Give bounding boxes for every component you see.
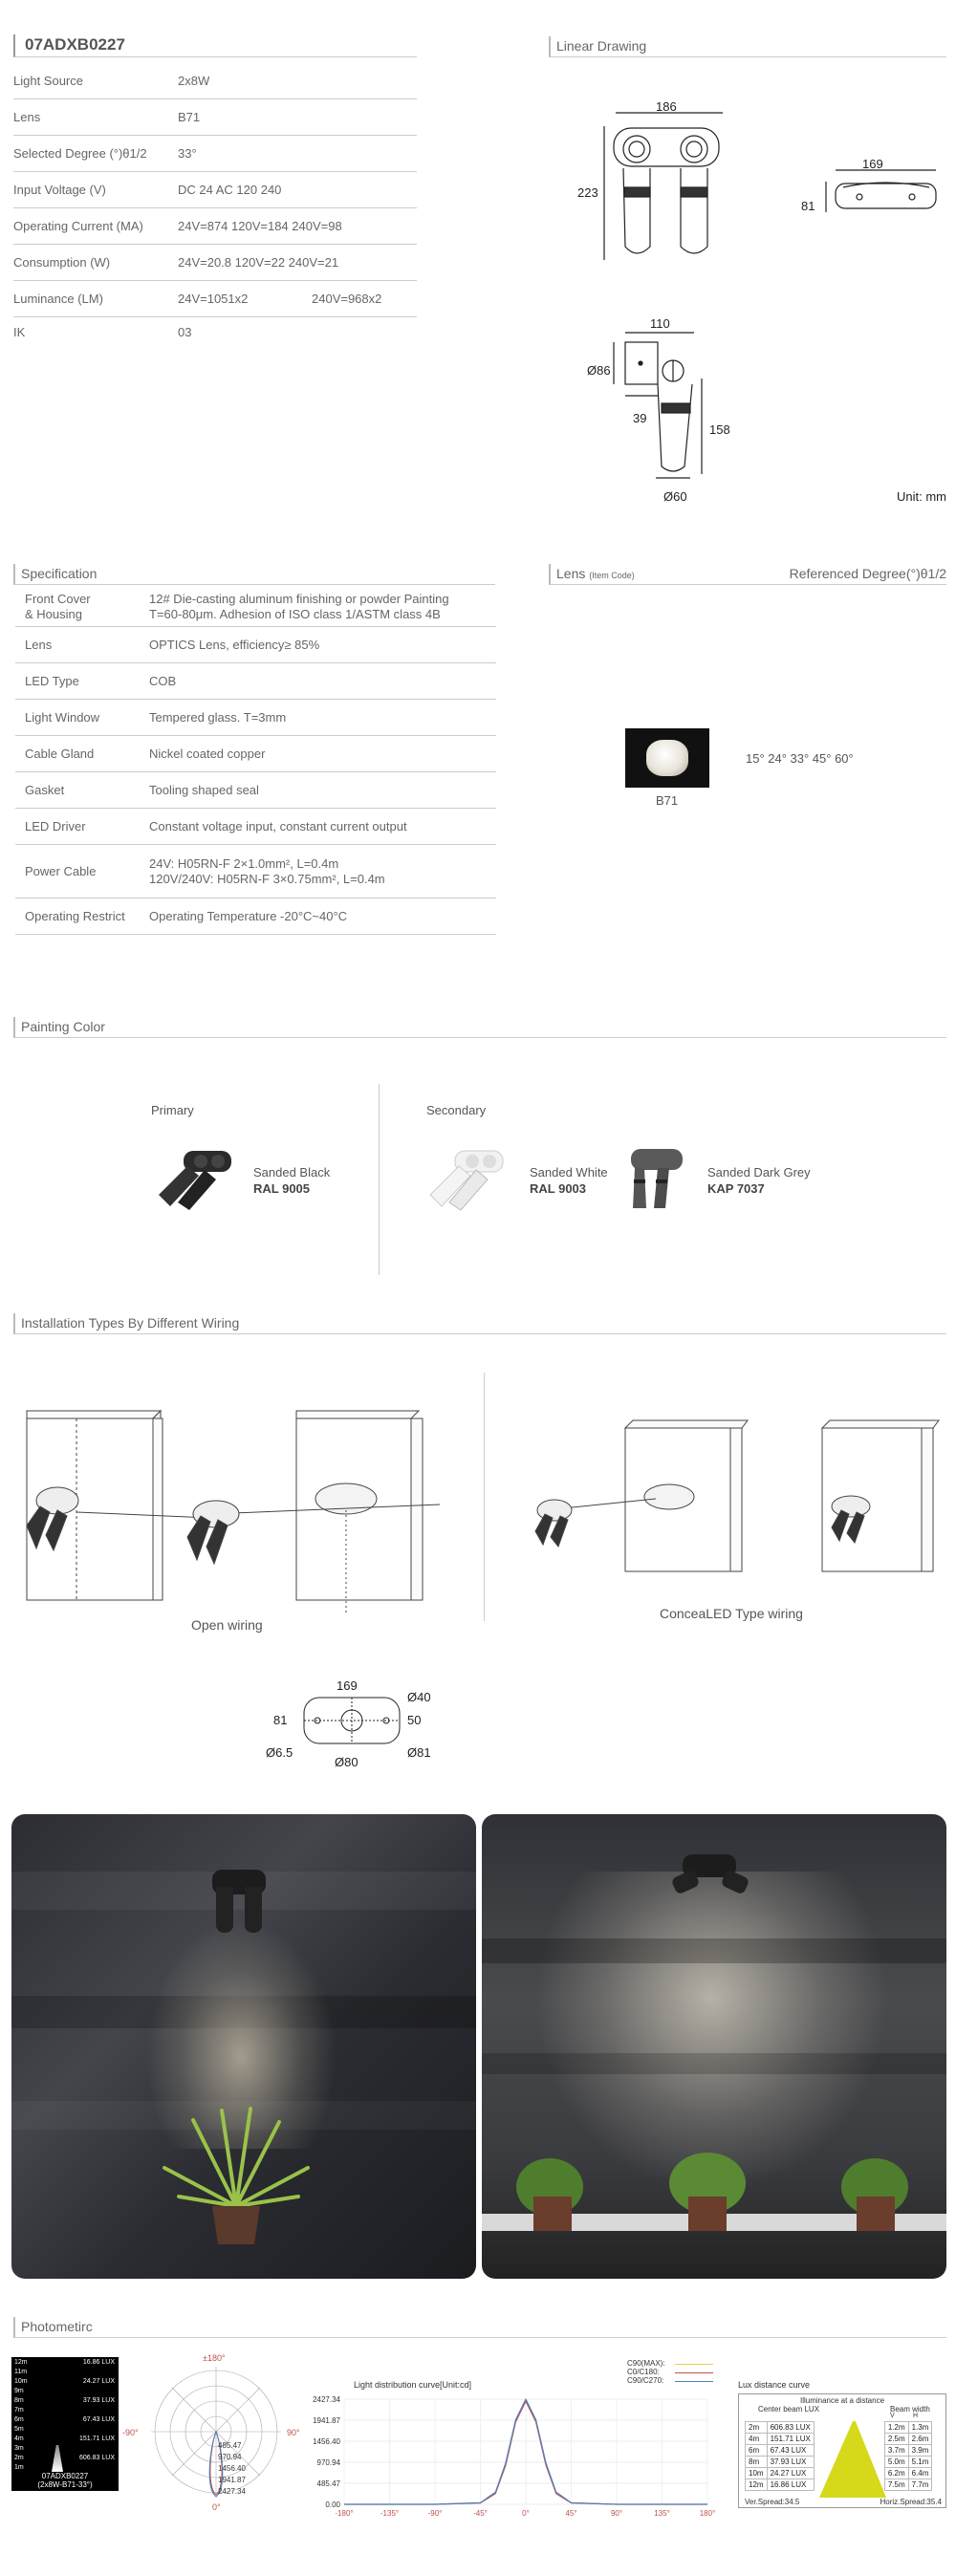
illum-cell: 1.2m — [884, 2422, 908, 2434]
param-key: Luminance (LM) — [13, 292, 103, 306]
lux-scale-value: 151.71 LUX — [79, 2435, 115, 2442]
plate-dim-d80: Ø80 — [335, 1755, 358, 1769]
concealed-wiring-diagram — [526, 1415, 946, 1587]
illum-gap — [814, 2445, 884, 2457]
illum-cell: 3.9m — [908, 2445, 932, 2457]
legend-label: C90(MAX): — [627, 2359, 665, 2368]
polar-value-label: 2427.34 — [218, 2487, 246, 2496]
x-tick-label: -180° — [335, 2509, 354, 2518]
primary-label: Primary — [151, 1103, 194, 1117]
spec-row — [15, 587, 496, 627]
center-beam-label: Center beam LUX — [758, 2405, 820, 2414]
col-v-label: V — [890, 2413, 895, 2419]
unit-label: Unit: mm — [897, 489, 946, 504]
dim-223: 223 — [577, 185, 598, 200]
lens-heading — [549, 564, 946, 585]
param-row — [13, 281, 417, 317]
param-row — [13, 99, 417, 136]
fixture-darkgrey-image — [621, 1145, 698, 1212]
illum-cell: 4m — [746, 2434, 768, 2445]
illum-cell: 24.27 LUX — [767, 2468, 814, 2479]
dim-60: Ø60 — [663, 489, 687, 504]
y-tick-label: 1456.40 — [313, 2437, 340, 2446]
spec-value: 12# Die-casting aluminum finishing or powder Painting T=60-80μm. Adhesion of ISO class 1/ASTM class 4B — [149, 591, 449, 621]
illum-cell: 16.86 LUX — [767, 2479, 814, 2491]
spec-key: Lens — [25, 637, 53, 652]
param-row — [13, 63, 417, 99]
illum-row — [746, 2422, 932, 2434]
lux-scale-distance: 12m — [14, 2359, 28, 2366]
open-wiring-diagram — [19, 1405, 459, 1615]
curve-title: Light distribution curve[Unit:cd] — [354, 2380, 472, 2390]
illum-gap — [814, 2422, 884, 2434]
spec-row — [15, 898, 496, 935]
param-row — [13, 208, 417, 245]
x-tick-label: 45° — [565, 2509, 577, 2518]
illum-row — [746, 2434, 932, 2445]
plate-dim-d65: Ø6.5 — [266, 1745, 293, 1760]
lens-degrees: 15° 24° 33° 45° 60° — [746, 751, 854, 766]
lux-scale-value: 606.83 LUX — [79, 2455, 115, 2461]
param-key: Selected Degree (°)θ1/2 — [13, 146, 147, 161]
spec-key: Cable Gland — [25, 746, 95, 761]
color-divider — [379, 1084, 380, 1275]
polar-left-label: -90° — [122, 2428, 139, 2437]
illum-row — [746, 2445, 932, 2457]
open-wiring-label: Open wiring — [191, 1617, 263, 1633]
lux-scale-distance: 1m — [14, 2464, 24, 2471]
param-key: Consumption (W) — [13, 255, 111, 270]
dim-186: 186 — [656, 99, 677, 114]
illum-row — [746, 2468, 932, 2479]
fixture-black-image — [149, 1145, 241, 1212]
spec-key: Power Cable — [25, 863, 97, 878]
spec-key: LED Type — [25, 673, 79, 688]
dim-169: 169 — [862, 157, 883, 171]
y-tick-label: 2427.34 — [313, 2395, 340, 2404]
lux-scale-distance: 4m — [14, 2435, 24, 2442]
dim-39: 39 — [633, 411, 647, 425]
polar-top-label: ±180° — [203, 2353, 226, 2363]
illum-cell: 67.43 LUX — [767, 2445, 814, 2457]
param-value: 03 — [178, 324, 192, 339]
application-photo-1 — [11, 1814, 476, 2279]
hor-spread: Horiz.Spread:35.4 — [880, 2498, 942, 2506]
spec-heading: Specification — [13, 564, 495, 585]
illum-title: Lux distance curve — [738, 2380, 811, 2390]
polar-value-label: 485.47 — [218, 2441, 242, 2450]
x-tick-label: 0° — [522, 2509, 530, 2518]
legend-swatch — [675, 2372, 713, 2373]
lux-scale-value: 37.93 LUX — [82, 2397, 115, 2404]
lux-scale-distance: 3m — [14, 2445, 24, 2452]
lux-scale-distance: 10m — [14, 2378, 28, 2385]
illum-head: Illuminance at a distance — [799, 2396, 885, 2405]
illum-cell: 1.3m — [908, 2422, 932, 2434]
lux-scale-distance: 5m — [14, 2426, 24, 2433]
col-h-label: H — [913, 2413, 919, 2419]
illum-table-panel — [738, 2393, 946, 2508]
concealed-wiring-label: ConceaLED Type wiring — [660, 1606, 803, 1621]
lux-scale-distance: 7m — [14, 2407, 24, 2414]
illum-gap — [814, 2479, 884, 2491]
lux-scale-value: 16.86 LUX — [82, 2359, 115, 2366]
illum-cell: 7.7m — [908, 2479, 932, 2491]
polar-value-label: 1456.40 — [218, 2464, 246, 2473]
plate-dim-169: 169 — [337, 1678, 358, 1693]
x-tick-label: -135° — [380, 2509, 400, 2518]
install-divider — [484, 1373, 485, 1621]
lens-image — [625, 728, 709, 788]
spec-row — [15, 627, 496, 663]
illum-cell: 2m — [746, 2422, 768, 2434]
x-tick-label: -90° — [427, 2509, 443, 2518]
illum-cell: 151.71 LUX — [767, 2434, 814, 2445]
lens-name: B71 — [656, 793, 679, 808]
install-heading: Installation Types By Different Wiring — [13, 1313, 946, 1334]
illum-gap — [814, 2434, 884, 2445]
y-tick-label: 970.94 — [316, 2458, 340, 2467]
param-key: IK — [13, 324, 26, 339]
light-distribution-chart — [306, 2390, 727, 2523]
model-title: 07ADXB0227 — [13, 34, 417, 57]
photometric-heading: Photometirc — [13, 2317, 946, 2338]
fixture-white-image — [421, 1145, 512, 1212]
lux-caption-spec: (2x8W-B71-33°) — [37, 2480, 93, 2489]
legend-label: C90/C270: — [627, 2376, 664, 2385]
dim-81: 81 — [801, 199, 815, 213]
param-value: 33° — [178, 146, 197, 161]
y-tick-label: 485.47 — [316, 2479, 340, 2488]
illum-row — [746, 2457, 932, 2468]
secondary-label: Secondary — [426, 1103, 487, 1117]
polar-value-label: 1941.87 — [218, 2476, 246, 2484]
spec-row — [15, 663, 496, 700]
spec-value: Nickel coated copper — [149, 746, 266, 761]
plate-dim-d81: Ø81 — [407, 1745, 431, 1760]
illum-cell: 6.2m — [884, 2468, 908, 2479]
x-tick-label: 180° — [699, 2509, 716, 2518]
linear-drawing — [549, 92, 950, 512]
plate-dim-81: 81 — [273, 1713, 288, 1727]
param-row — [13, 317, 417, 346]
illum-gap — [814, 2457, 884, 2468]
param-value: 2x8W — [178, 74, 210, 88]
spec-key: Front Cover & Housing — [25, 591, 91, 621]
lux-caption-model: 07ADXB0227 — [41, 2472, 89, 2480]
spec-value: Constant voltage input, constant current output — [149, 818, 407, 833]
param-key: Light Source — [13, 74, 83, 88]
ref-degree-label: Referenced Degree(°)θ1/2 — [789, 566, 946, 581]
spec-row — [15, 772, 496, 809]
spec-row — [15, 845, 496, 898]
spec-value: OPTICS Lens, efficiency≥ 85% — [149, 637, 320, 652]
mounting-plate-drawing — [302, 1696, 402, 1747]
param-value: 24V=874 120V=184 240V=98 — [178, 219, 342, 233]
illum-cell: 7.5m — [884, 2479, 908, 2491]
spec-key: LED Driver — [25, 818, 86, 833]
x-tick-label: 135° — [654, 2509, 670, 2518]
spec-value: Tempered glass. T=3mm — [149, 709, 287, 725]
spec-value: Tooling shaped seal — [149, 782, 259, 797]
ver-spread: Ver.Spread:34.5 — [745, 2498, 800, 2506]
param-key: Operating Current (MA) — [13, 219, 143, 233]
spec-row — [15, 700, 496, 736]
y-tick-label: 0.00 — [325, 2500, 340, 2509]
illum-cell: 6.4m — [908, 2468, 932, 2479]
spec-row — [15, 809, 496, 845]
param-key: Lens — [13, 110, 41, 124]
illum-cell: 606.83 LUX — [767, 2422, 814, 2434]
lux-scale-panel — [11, 2357, 119, 2491]
param-row — [13, 136, 417, 172]
legend-swatch — [675, 2381, 713, 2382]
polar-value-label: 970.94 — [218, 2453, 242, 2461]
application-photo-2 — [482, 1814, 946, 2279]
legend-swatch — [675, 2364, 713, 2365]
illum-cell: 3.7m — [884, 2445, 908, 2457]
illum-cell: 5.1m — [908, 2457, 932, 2468]
lux-scale-distance: 2m — [14, 2455, 24, 2461]
lux-scale-distance: 6m — [14, 2416, 24, 2423]
illum-table — [745, 2421, 932, 2491]
polar-right-label: 90° — [287, 2428, 300, 2437]
illum-cell: 2.6m — [908, 2434, 932, 2445]
illum-cell: 12m — [746, 2479, 768, 2491]
plate-dim-d40: Ø40 — [407, 1690, 431, 1704]
lens-title: Lens — [556, 566, 586, 581]
spec-value: 24V: H05RN-F 2×1.0mm², L=0.4m 120V/240V: H05RN-F 3×0.75mm², L=0.4m — [149, 855, 385, 886]
illum-cell: 37.93 LUX — [767, 2457, 814, 2468]
param-value: B71 — [178, 110, 201, 124]
spec-row — [15, 736, 496, 772]
illum-gap — [814, 2468, 884, 2479]
illum-cell: 2.5m — [884, 2434, 908, 2445]
x-tick-label: -45° — [473, 2509, 488, 2518]
item-code-label: (Item Code) — [589, 571, 635, 580]
param-key: Input Voltage (V) — [13, 183, 106, 197]
param-row — [13, 245, 417, 281]
polar-bottom-label: 0° — [212, 2502, 221, 2512]
plate-dim-50: 50 — [407, 1713, 422, 1727]
spec-value: Operating Temperature -20°C~40°C — [149, 908, 348, 923]
lux-scale-distance: 8m — [14, 2397, 24, 2404]
lux-scale-distance: 9m — [14, 2388, 24, 2394]
param-value-2: 240V=968x2 — [312, 292, 382, 306]
linear-drawing-heading: Linear Drawing — [549, 36, 946, 57]
x-tick-label: 90° — [610, 2509, 623, 2518]
param-value: 24V=20.8 120V=22 240V=21 — [178, 255, 339, 270]
illum-cell: 6m — [746, 2445, 768, 2457]
spec-key: Operating Restrict — [25, 908, 125, 923]
y-tick-label: 1941.87 — [313, 2416, 340, 2425]
illum-cell: 8m — [746, 2457, 768, 2468]
illum-row — [746, 2479, 932, 2491]
beam-width-label: Beam width — [890, 2405, 930, 2414]
lux-scale-distance: 11m — [14, 2369, 28, 2375]
dim-86: Ø86 — [587, 363, 611, 378]
color-name-darkgrey: Sanded Dark Grey KAP 7037 — [707, 1165, 811, 1196]
painting-heading: Painting Color — [13, 1017, 946, 1038]
dim-110: 110 — [650, 316, 670, 331]
param-row — [13, 172, 417, 208]
illum-cell: 10m — [746, 2468, 768, 2479]
legend-label: C0/C180: — [627, 2368, 660, 2376]
color-name-black: Sanded Black RAL 9005 — [253, 1165, 331, 1196]
spec-key: Light Window — [25, 709, 100, 725]
param-value: 24V=1051x2 — [178, 292, 249, 306]
lux-scale-value: 24.27 LUX — [82, 2378, 115, 2385]
dim-158: 158 — [709, 422, 730, 437]
param-value: DC 24 AC 120 240 — [178, 183, 282, 197]
spec-key: Gasket — [25, 782, 65, 797]
lux-scale-value: 67.43 LUX — [82, 2416, 115, 2423]
illum-cell: 5.0m — [884, 2457, 908, 2468]
color-name-white: Sanded White RAL 9003 — [530, 1165, 608, 1196]
spec-value: COB — [149, 673, 177, 688]
